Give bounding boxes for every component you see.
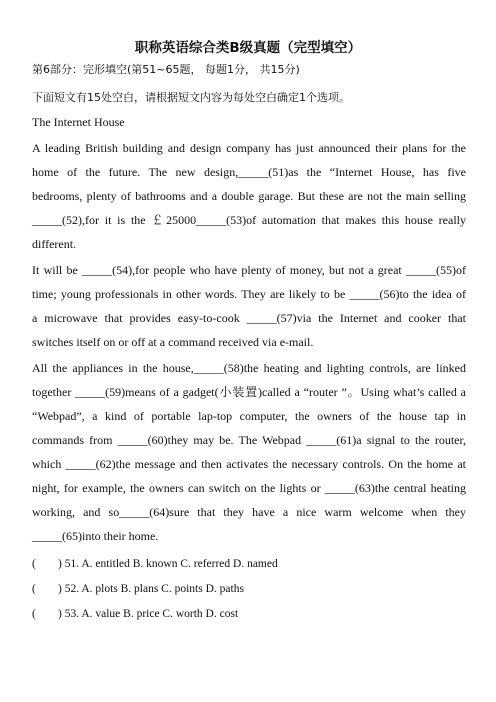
passage-line: together _____(59)means of a gadget(小装置)called a “router ”。Using what’s called a <box>32 385 466 399</box>
section-heading: 第6部分：完形填空(第51~65题， 每题1分， 共15分) <box>32 63 300 76</box>
passage-title: The Internet House <box>32 115 125 129</box>
question-item <box>32 606 466 622</box>
answer-paren: ( <box>32 608 36 620</box>
passage-line: a microwave that provides easy-to-cook _____(57)via the Internet and cooker that <box>32 311 466 325</box>
question-text: ) 52. A. plots B. plans C. points D. paths <box>58 583 244 595</box>
passage-line: commands from _____(60)they may be. The Webpad _____(61)a signal to the router, <box>32 433 466 447</box>
question-item <box>32 581 466 597</box>
passage-line: time; young professionals in other words. They are likely to be _____(56)to the idea of <box>32 287 466 301</box>
passage-line: night, for example, the owners can switch on the lights or _____(63)the central heating <box>32 481 466 495</box>
passage-line: “Webpad”, a kind of portable lap-top computer, the owners of the house tap in <box>32 409 466 423</box>
question-text: ) 53. A. value B. price C. worth D. cost <box>58 608 239 620</box>
instruction-text: 下面短文有15处空白，请根据短文内容为每处空白确定1个选项。 <box>32 91 350 104</box>
passage-line: switches itself on or off at a command received via e-mail. <box>32 335 314 349</box>
passage-line: bedrooms, plenty of bathrooms and a double garage. But these are not the main selling <box>32 189 466 203</box>
passage-line: _____(65)into their home. <box>32 529 159 543</box>
passage-line: which _____(62)the message and then activates the necessary controls. On the home at <box>32 457 466 471</box>
passage-line: A leading British building and design company has just announced their plans for the <box>32 141 466 155</box>
passage-line: working, and so_____(64)sure that they have a nice warm welcome when they <box>32 505 466 519</box>
question-item <box>32 556 466 572</box>
passage-line: It will be _____(54),for people who have plenty of money, but not a great _____(55)of <box>32 263 466 277</box>
question-text: ) 51. A. entitled B. known C. referred D. named <box>58 558 278 570</box>
answer-paren: ( <box>32 583 36 595</box>
page-title: 职称英语综合类B级真题（完型填空） <box>134 40 362 56</box>
passage-line: home of the future. The new design,_____(51)as the “Internet House, has five <box>32 165 466 179</box>
passage-line: All the appliances in the house,_____(58)the heating and lighting controls, are linked <box>32 361 466 375</box>
passage-line: different. <box>32 237 77 251</box>
passage-line: _____(52),for it is the ￡25000_____(53)of automation that makes this house really <box>32 213 466 227</box>
answer-paren: ( <box>32 558 36 570</box>
